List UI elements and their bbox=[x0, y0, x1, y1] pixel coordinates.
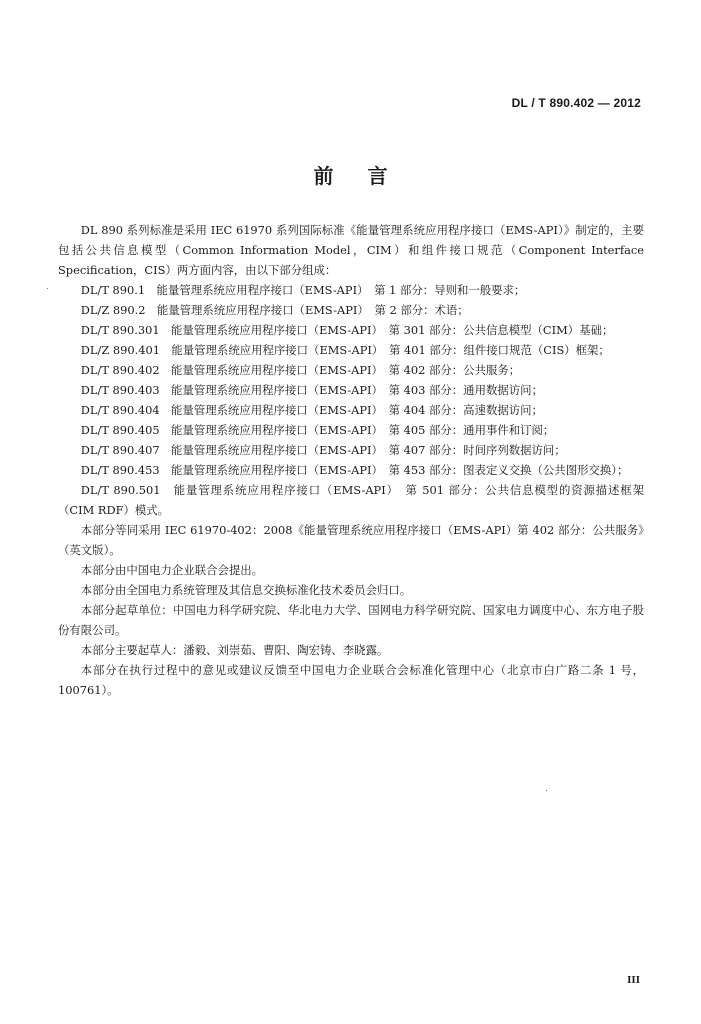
part-list-item: DL/T 890.404 能量管理系统应用程序接口（EMS-API） 第 404 部分：高速数据访问； bbox=[80, 403, 543, 417]
standard-code-header: DL / T 890.402 — 2012 bbox=[511, 96, 641, 110]
part-list-item: DL/T 890.501 能量管理系统应用程序接口（EMS-API） 第 501 部分：公共信息模型的资源描述框架（CIM RDF）模式。 bbox=[58, 483, 644, 517]
part-list-item: DL/T 890.403 能量管理系统应用程序接口（EMS-API） 第 403 部分：通用数据访问； bbox=[80, 383, 543, 397]
scan-speck bbox=[546, 790, 547, 791]
part-list-item: DL/T 890.453 能量管理系统应用程序接口（EMS-API） 第 453 部分：图表定义交换（公共图形交换）； bbox=[80, 463, 629, 477]
drafters-paragraph: 本部分主要起草人：潘毅、刘崇茹、曹阳、陶宏铸、李晓露。 bbox=[80, 643, 389, 657]
adoption-paragraph: 本部分等同采用 IEC 61970-402：2008《能量管理系统应用程序接口（EMS-API）第 402 部分：公共服务》（英文版）。 bbox=[58, 523, 644, 557]
proposer-paragraph: 本部分由中国电力企业联合会提出。 bbox=[80, 563, 264, 577]
part-list-item: DL/T 890.402 能量管理系统应用程序接口（EMS-API） 第 402 部分：公共服务； bbox=[80, 363, 521, 377]
intro-paragraph: DL 890 系列标准是采用 IEC 61970 系列国际标准《能量管理系统应用程序接口（EMS-API）》制定的，主要包括公共信息模型（Common Information Model，CIM）和组件接口规范（Component Interface Specification，CIS）两方面内容，由以下部分组成： bbox=[58, 223, 644, 277]
foreword-body bbox=[58, 220, 644, 700]
page-title: 前言 bbox=[313, 164, 422, 188]
part-list-item: DL/Z 890.401 能量管理系统应用程序接口（EMS-API） 第 401 部分：组件接口规范（CIS）框架； bbox=[80, 343, 610, 357]
page-number: III bbox=[627, 974, 640, 986]
part-list-item: DL/T 890.301 能量管理系统应用程序接口（EMS-API） 第 301 部分：公共信息模型（CIM）基础； bbox=[80, 323, 614, 337]
centralized-paragraph: 本部分由全国电力系统管理及其信息交换标准化技术委员会归口。 bbox=[80, 583, 412, 597]
part-list-item: DL/T 890.1 能量管理系统应用程序接口（EMS-API） 第 1 部分：导则和一般要求； bbox=[80, 283, 526, 297]
scan-speck bbox=[47, 288, 48, 289]
feedback-paragraph: 本部分在执行过程中的意见或建议反馈至中国电力企业联合会标准化管理中心（北京市白广路二条 1 号，100761）。 bbox=[58, 663, 644, 697]
part-list-item: DL/T 890.407 能量管理系统应用程序接口（EMS-API） 第 407 部分：时间序列数据访问； bbox=[80, 443, 566, 457]
part-list-item: DL/Z 890.2 能量管理系统应用程序接口（EMS-API） 第 2 部分：术语； bbox=[80, 303, 469, 317]
part-list-item: DL/T 890.405 能量管理系统应用程序接口（EMS-API） 第 405 部分：通用事件和订阅； bbox=[80, 423, 555, 437]
drafting-units-paragraph: 本部分起草单位：中国电力科学研究院、华北电力大学、国网电力科学研究院、国家电力调度中心、东方电子股份有限公司。 bbox=[58, 603, 644, 637]
